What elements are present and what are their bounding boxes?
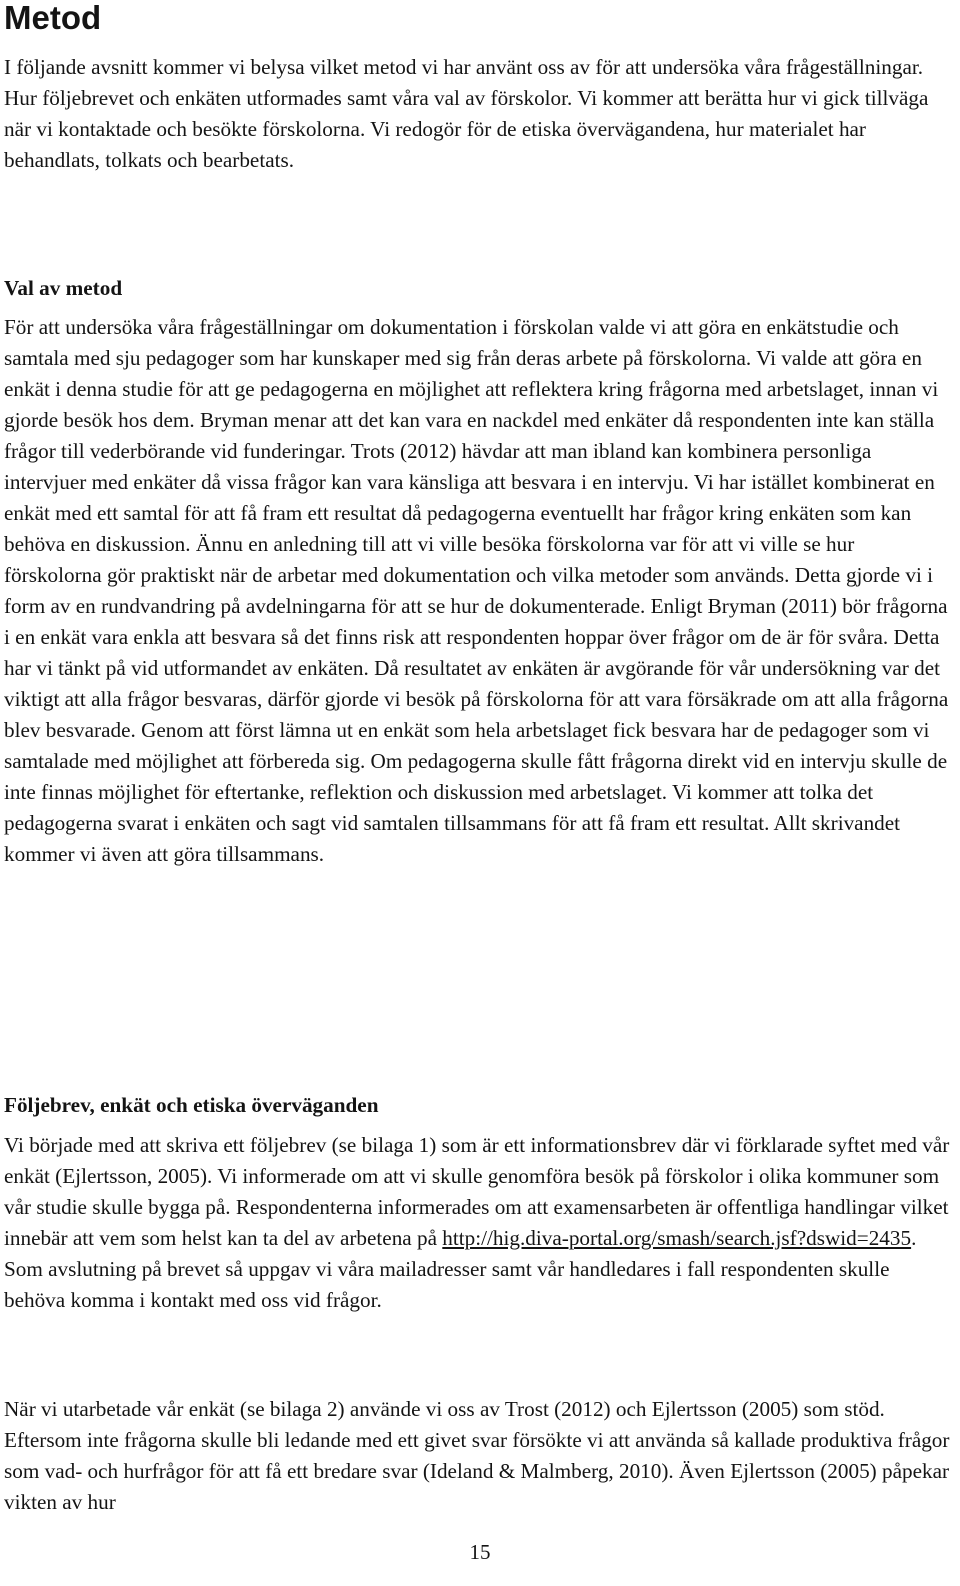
- section-title-foljebrev: Följebrev, enkät och etiska överväganden: [4, 1093, 379, 1117]
- paragraph-text: Vi började med att skriva ett följebrev (se bilaga 1) som är ett informationsbrev där vi förklarade syftet med vår enkät (Ejlertsson, 2005). Vi informerade om att vi skulle genomföra besök på förskolor i olika kommuner som vår studie skulle bygga på. Respondenterna informerades om att examensarbeten är offentliga handlingar vilket innebär att vem som helst kan ta del av arbetena på: [4, 1133, 950, 1250]
- section-title-val-av-metod: Val av metod: [4, 276, 123, 300]
- page-number: 15: [469, 1540, 491, 1564]
- section-body-val-av-metod: För att undersöka våra frågeställningar om dokumentation i förskolan valde vi att göra en enkätstudie och samtala med sju pedagoger som har kunskaper med sig från deras arbete på förskolorna. Vi valde att göra en enkät i denna studie för att ge pedagogerna en möjlighet att reflektera kring frågorna med arbetslaget, innan vi gjorde besök hos dem. Bryman menar att det kan vara en nackdel med enkäter då respondenten inte kan ställa frågor till vederbörande vid funderingar. Trots (2012) hävdar att man ibland kan kombinera personliga intervjuer med enkäter då vissa frågor kan vara känsliga att besvara i en intervju. Vi har istället kombinerat en enkät med ett samtal för att få fram ett resultat då pedagogerna eventuellt har frågor kring enkäten som kan behöva en diskussion. Ännu en anledning till att vi ville besöka förskolorna var för att vi ville se hur förskolorna gör praktiskt när de arbetar med dokumentation och vilka metoder som används. Detta gjorde vi i form av en rundvandring på avdelningarna för att se hur de dokumenterade. Enligt Bryman (2011) bör frågorna i en enkät vara enkla att besvara så det finns risk att respondenten hoppar över frågor om de är för svåra. Detta har vi tänkt på vid utformandet av enkäten. Då resultatet av enkäten är avgörande för vår undersökning var det viktigt att alla frågor besvaras, därför gjorde vi besök på förskolorna för att vara försäkrade om att alla frågorna blev besvarade. Genom att först lämna ut en enkät som hela arbetslaget fick besvara har de pedagoger som vi samtalade med möjlighet att förbereda sig. Om pedagogerna skulle fått frågorna direkt vid en intervju skulle de inte finnas möjlighet för eftertanke, reflektion och diskussion med arbetslaget. Vi kommer att tolka det pedagogerna svarat i enkäten och sagt vid samtalen tillsammans för att få fram ett resultat. Allt skrivandet kommer vi även att göra tillsammans.: [4, 315, 949, 866]
- diva-portal-link[interactable]: http://hig.diva-portal.org/smash/search.jsf?dswid=2435: [442, 1226, 912, 1250]
- section-paragraph-foljebrev: [4, 1130, 954, 1316]
- section-paragraph-enkat: När vi utarbetade vår enkät (se bilaga 2) använde vi oss av Trost (2012) och Ejlertsson (2005) som stöd. Eftersom inte frågorna skulle bli ledande med ett givet svar försökte vi att använda så kallade produktiva frågor som vad- och hurfrågor för att få ett bredare svar (Ideland & Malmberg, 2010). Även Ejlertsson (2005) påpekar vikten av hur: [4, 1397, 950, 1514]
- paragraph-text: . Som avslutning på brevet så uppgav vi våra mailadresser samt vår handledares i fall respondenten skulle behöva komma i kontakt med oss vid frågor.: [4, 1226, 917, 1312]
- page-heading: Metod: [4, 0, 102, 36]
- intro-paragraph: I följande avsnitt kommer vi belysa vilket metod vi har använt oss av för att undersöka våra frågeställningar. Hur följebrevet och enkäten utformades samt våra val av förskolor. Vi kommer att berätta hur vi gick tillväga när vi kontaktade och besökte förskolorna. Vi redogör för de etiska övervägandena, hur materialet har behandlats, tolkats och bearbetats.: [4, 55, 929, 172]
